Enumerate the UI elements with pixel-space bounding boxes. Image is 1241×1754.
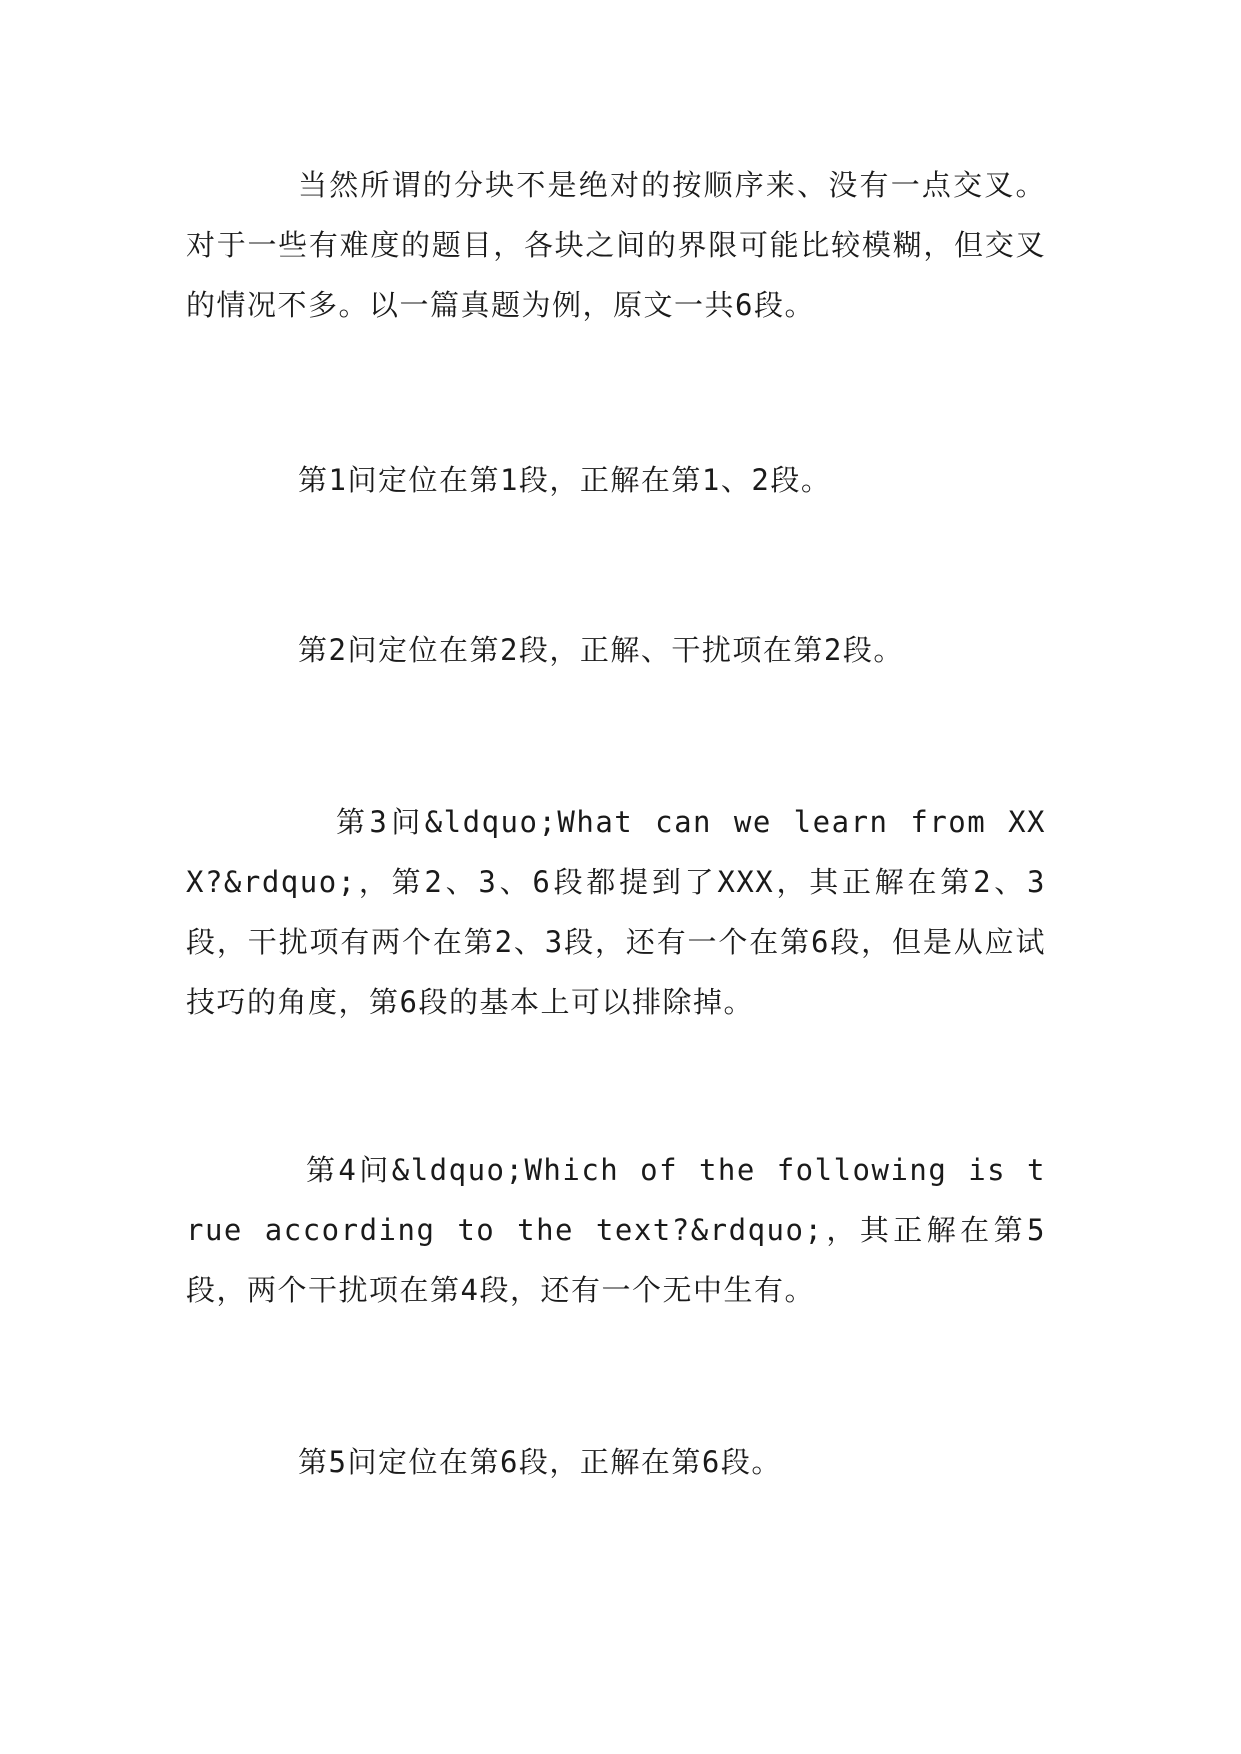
paragraph-question-5: 第5问定位在第6段，正解在第6段。 bbox=[298, 1445, 782, 1479]
paragraph-question-4: 第4问&ldquo;Which of the following is true according to the text?&rdquo;，其正解在第5段，两个干扰项在第4段，还有一个无中生有。 bbox=[186, 1153, 1046, 1307]
paragraph-question-2: 第2问定位在第2段，正解、干扰项在第2段。 bbox=[298, 633, 904, 667]
paragraph-question-1: 第1问定位在第1段，正解在第1、2段。 bbox=[298, 463, 832, 497]
paragraph-block-division: 当然所谓的分块不是绝对的按顺序来、没有一点交叉。对于一些有难度的题目，各块之间的界限可能比较模糊，但交叉的情况不多。以一篇真题为例，原文一共6段。 bbox=[186, 168, 1046, 322]
paragraph-question-3: 第3问&ldquo;What can we learn from XXX?&rdquo;，第2、3、6段都提到了XXX，其正解在第2、3段，干扰项有两个在第2、3段，还有一个在第6段，但是从应试技巧的角度，第6段的基本上可以排除掉。 bbox=[186, 805, 1046, 1019]
